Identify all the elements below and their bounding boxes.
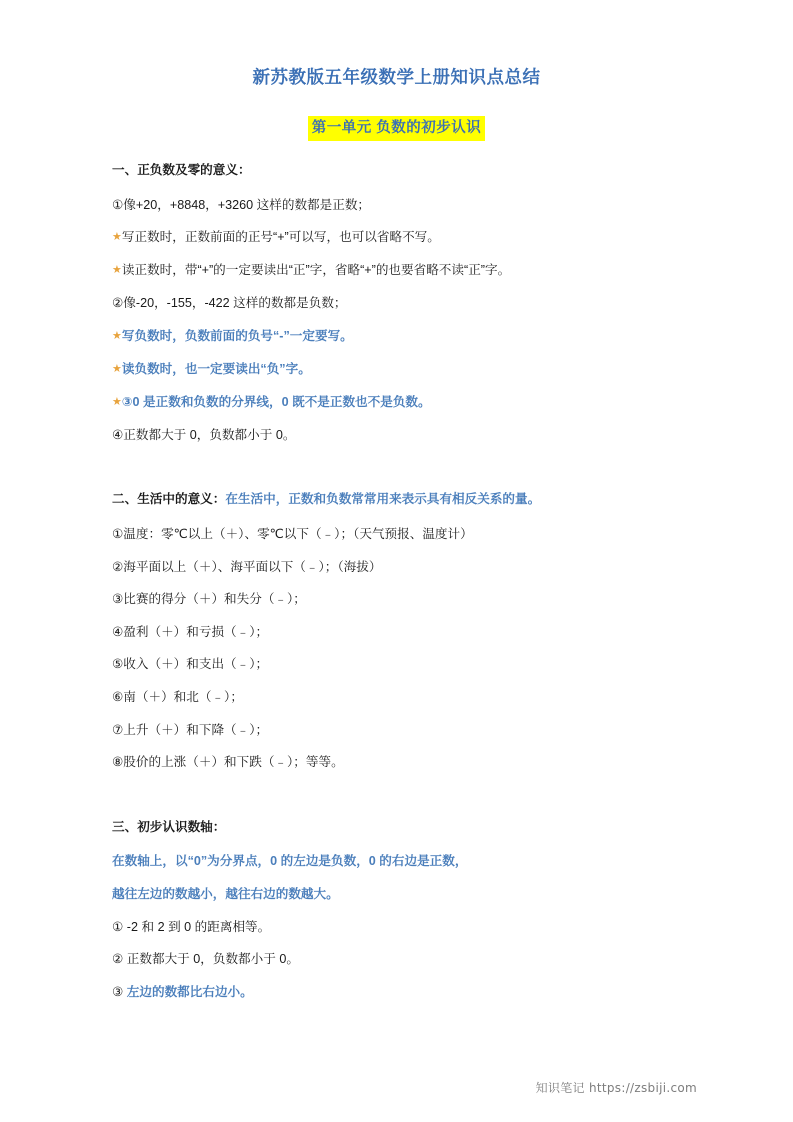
section-1-line-4-text: ②像-20，-155，-422 这样的数都是负数；	[112, 296, 347, 311]
section-2-line-4-text: ④盈利（＋）和亏损（﹣）；	[112, 624, 269, 639]
section-1-line-1	[112, 199, 728, 212]
section-3-line-2	[112, 888, 728, 901]
section-3-line-5-number: ③	[112, 984, 127, 999]
section-3-line-4	[112, 953, 728, 966]
section-1-line-5	[112, 330, 728, 343]
footer-watermark: 知识笔记 https://zsbiji.com	[535, 1081, 697, 1095]
section-1-line-5-text: 写负数时，负数前面的负号“-”一定要写。	[121, 328, 353, 343]
section-1-line-3	[112, 264, 728, 277]
section-1-line-6	[112, 363, 728, 376]
section-1	[112, 164, 728, 441]
section-3-line-4-text: ② 正数都大于 0，负数都小于 0。	[112, 952, 299, 967]
unit-title-highlight: 第一单元 负数的初步认识	[308, 116, 486, 142]
star-bullet-icon: ★	[112, 362, 122, 375]
section-2-line-2-text: ②海平面以上（＋）、海平面以下（﹣）；（海拔）	[112, 559, 382, 574]
section-2-heading-note: 在生活中，正数和负数常常用来表示具有相反关系的量。	[225, 492, 541, 507]
page-title: 新苏教版五年级数学上册知识点总结	[252, 67, 541, 87]
section-3-line-1	[112, 855, 728, 868]
section-2-line-5-text: ⑤收入（＋）和支出（﹣）；	[112, 657, 269, 672]
section-1-heading	[112, 164, 728, 177]
section-3-line-5	[112, 986, 728, 999]
section-3-line-5-text: 左边的数都比右边小。	[126, 984, 253, 999]
section-2-line-5	[112, 658, 728, 671]
section-2-line-6	[112, 691, 728, 704]
section-1-line-7-text: ③0 是正数和负数的分界线，0 既不是正数也不是负数。	[121, 394, 431, 409]
section-2-line-7	[112, 724, 728, 737]
section-2-line-8-text: ⑧股价的上涨（＋）和下跌（﹣）；等等。	[112, 755, 344, 770]
section-2-heading-text: 二、生活中的意义：	[112, 492, 226, 507]
unit-title-container	[0, 116, 793, 142]
section-1-line-7	[112, 396, 728, 409]
section-3-heading	[112, 821, 728, 834]
star-bullet-icon: ★	[112, 395, 122, 408]
section-1-line-4	[112, 297, 728, 310]
document-content	[0, 164, 793, 998]
star-bullet-icon: ★	[112, 231, 122, 244]
section-3-line-3	[112, 921, 728, 934]
section-3-heading-text: 三、初步认识数轴：	[112, 819, 226, 834]
section-2-line-8	[112, 756, 728, 769]
section-2-line-3-text: ③比赛的得分（＋）和失分（﹣）；	[112, 592, 306, 607]
section-1-line-6-text: 读负数时，也一定要读出“负”字。	[121, 361, 311, 376]
section-1-line-3-text: 读正数时，带“+”的一定要读出“正”字，省略“+”的也要省略不读“正”字。	[121, 263, 511, 278]
section-1-heading-text: 一、正负数及零的意义：	[112, 163, 251, 178]
section-1-line-8	[112, 429, 728, 442]
section-2-line-1-text: ①温度：零℃以上（＋）、零℃以下（﹣）；（天气预报、温度计）	[112, 527, 473, 542]
star-bullet-icon: ★	[112, 329, 122, 342]
section-1-line-1-text: ①像+20，+8848，+3260 这样的数都是正数；	[112, 197, 371, 212]
section-2-heading	[112, 493, 728, 506]
star-bullet-icon: ★	[112, 264, 122, 277]
section-3	[112, 821, 728, 999]
section-2-line-2	[112, 561, 728, 574]
section-1-line-2	[112, 231, 728, 244]
section-2-line-1	[112, 528, 728, 541]
section-2-line-4	[112, 626, 728, 639]
section-2-line-6-text: ⑥南（＋）和北（﹣）；	[112, 690, 243, 704]
section-2	[112, 493, 728, 768]
sections-root	[112, 164, 728, 998]
section-2-line-3	[112, 593, 728, 606]
section-1-line-2-text: 写正数时，正数前面的正号“+”可以写，也可以省略不写。	[121, 230, 440, 245]
section-3-line-2-text: 越往左边的数越小，越往右边的数越大。	[112, 886, 339, 901]
section-3-line-1-text: 在数轴上，以“0”为分界点，0 的左边是负数，0 的右边是正数，	[112, 854, 468, 869]
section-2-line-7-text: ⑦上升（＋）和下降（﹣）；	[112, 722, 269, 737]
section-1-line-8-text: ④正数都大于 0，负数都小于 0。	[112, 427, 296, 442]
section-3-line-3-text: ① -2 和 2 到 0 的距离相等。	[112, 919, 271, 934]
